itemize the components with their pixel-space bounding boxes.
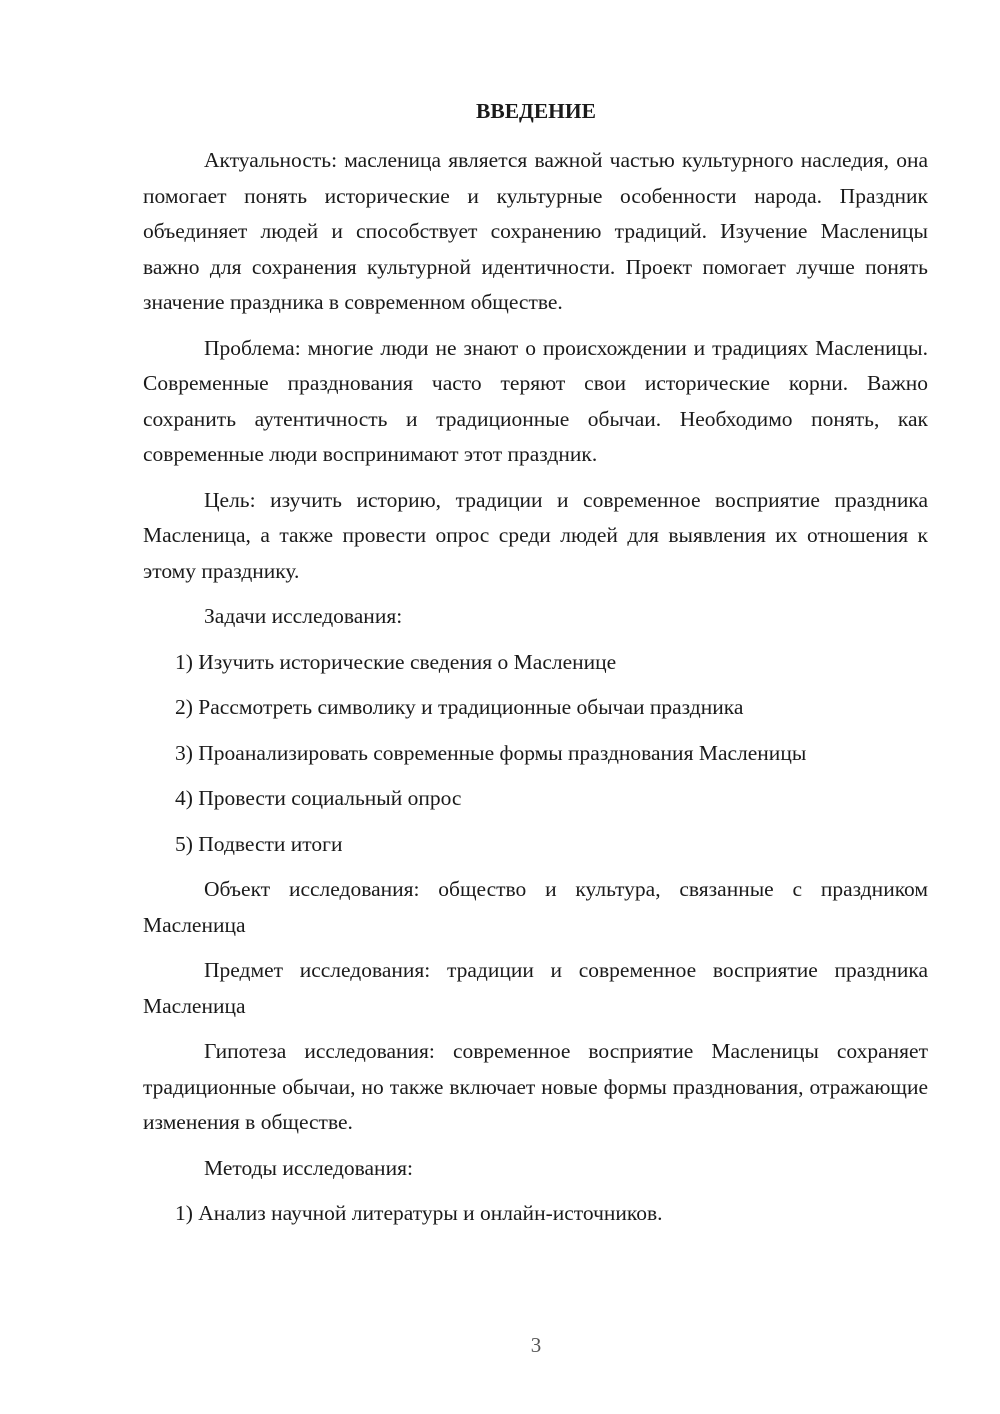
page-title: ВВЕДЕНИЕ: [476, 99, 596, 123]
list-item: 1) Анализ научной литературы и онлайн-источников.: [175, 1201, 663, 1225]
list-item: 4) Провести социальный опрос: [175, 786, 462, 810]
list-item: 5) Подвести итоги: [175, 831, 343, 856]
page-number: 3: [530, 1333, 542, 1357]
subject-paragraph: Предмет исследования: традиции и современное восприятие праздника Масленица: [143, 958, 928, 1018]
tasks-list: [143, 645, 928, 863]
list-item: 3) Проанализировать современные формы празднования Масленицы: [175, 740, 807, 765]
hypothesis-paragraph: Гипотеза исследования: современное восприятие Масленицы сохраняет традиционные обычаи, но также включает новые формы празднования, отражающие изменения в обществе.: [143, 1039, 928, 1134]
page-content: [143, 143, 928, 1242]
problem-paragraph: Проблема: многие люди не знают о происхождении и традициях Масленицы. Современные празднования часто теряют свои исторические корни. Важно сохранить аутентичность и традиционные обычаи. Необходимо понять, как современные люди воспринимают этот праздник.: [143, 335, 928, 466]
methods-list: [143, 1196, 928, 1232]
methods-heading: Методы исследования:: [204, 1155, 413, 1180]
goal-paragraph: Цель: изучить историю, традиции и современное восприятие праздника Масленица, а также провести опрос среди людей для выявления их отношения к этому празднику.: [143, 487, 928, 583]
list-item: 1) Изучить исторические сведения о Масленице: [175, 649, 617, 674]
object-paragraph: Объект исследования: общество и культура, связанные с праздником Масленица: [143, 877, 928, 937]
relevance-paragraph: Актуальность: масленица является важной частью культурного наследия, она помогает понять исторические и культурные особенности народа. Праздник объединяет людей и способствует сохранению традиций. Изучение Масленицы важно для сохранения культурной идентичности. Проект помогает лучше понять значение праздника в современном обществе.: [143, 148, 928, 314]
list-item: 2) Рассмотреть символику и традиционные обычаи праздника: [175, 695, 744, 719]
tasks-heading: Задачи исследования:: [204, 604, 403, 628]
